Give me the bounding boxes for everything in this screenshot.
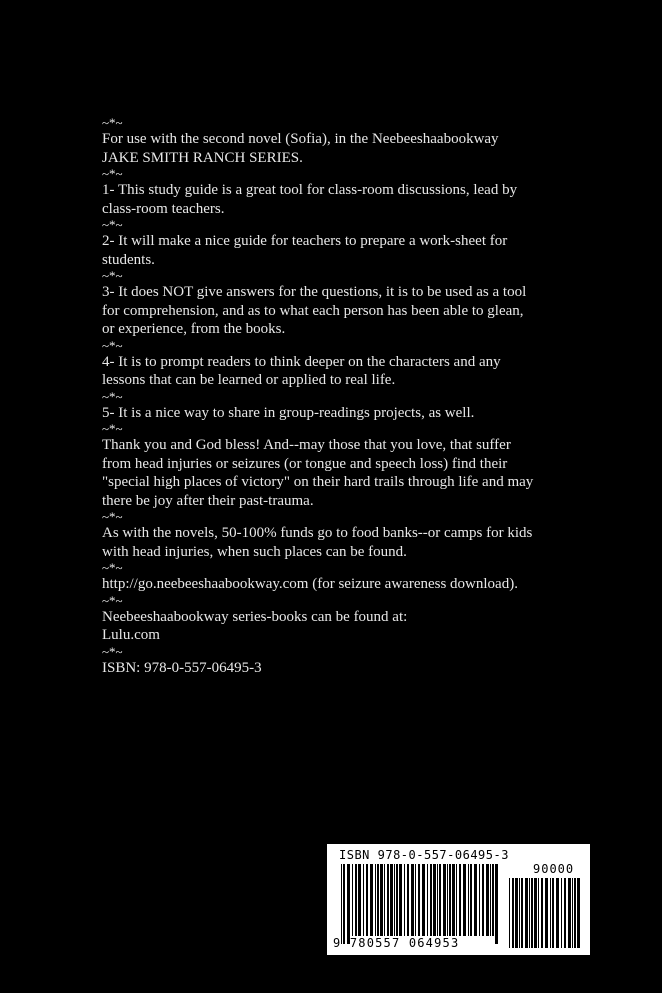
barcode-bar <box>390 864 393 936</box>
barcode-bar <box>486 864 489 936</box>
barcode-bar <box>427 864 428 936</box>
blessing-line: there be joy after their past-trauma. <box>102 492 314 509</box>
barcode-bar <box>380 864 383 936</box>
barcode-bar <box>572 878 573 948</box>
where-paragraph <box>102 608 562 645</box>
barcode-bar <box>512 878 514 948</box>
barcode-bar <box>474 864 477 936</box>
separator: ~*~ <box>102 166 123 181</box>
barcode-bar <box>492 864 494 936</box>
barcode-bar <box>552 878 554 948</box>
barcode-bar <box>456 864 457 936</box>
intro-line: JAKE SMITH RANCH SERIES. <box>102 149 303 166</box>
barcode-bar <box>347 864 350 944</box>
barcode-bar <box>341 864 342 944</box>
barcode-bar <box>343 864 345 944</box>
barcode-bar <box>377 864 379 936</box>
isbn-paragraph <box>102 659 562 678</box>
blessing-line: from head injuries or seizures (or tongue and speech loss) find their <box>102 455 508 472</box>
barcode-bar <box>430 864 432 936</box>
point-line: class-room teachers. <box>102 200 225 217</box>
barcode-bar <box>538 878 539 948</box>
separator: ~*~ <box>102 560 123 575</box>
barcode-ean-digits: 9 780557 064953 <box>333 936 460 950</box>
barcode-bar <box>495 864 498 944</box>
point-line: 4- It is to prompt readers to think deeper on the characters and any <box>102 353 501 370</box>
barcode-bar <box>375 864 376 936</box>
barcode-bar <box>515 878 518 948</box>
where-line: Neebeeshaabookway series-books can be found at: <box>102 608 408 625</box>
barcode-bar <box>521 878 523 948</box>
barcode-bar <box>437 864 438 936</box>
separator: ~*~ <box>102 388 123 404</box>
barcode-bar <box>561 878 562 948</box>
point-3 <box>102 283 562 339</box>
barcode-bar <box>482 864 484 936</box>
barcode-bar <box>394 864 395 936</box>
barcode-bar <box>525 878 528 948</box>
barcode-bar <box>422 864 425 936</box>
barcode-bar <box>550 878 551 948</box>
separator: ~*~ <box>102 421 123 436</box>
point-4 <box>102 353 562 390</box>
barcode-bar <box>470 864 472 936</box>
barcode-bar <box>534 878 537 948</box>
separator: ~*~ <box>102 115 123 130</box>
barcode-bar <box>452 864 455 936</box>
barcode-bar <box>545 878 548 948</box>
barcode-bar <box>577 878 580 948</box>
barcode-bar <box>407 864 409 936</box>
barcode-bar <box>411 864 414 936</box>
barcode-bar <box>415 864 416 936</box>
separator: ~*~ <box>102 592 123 608</box>
point-line: 2- It will make a nice guide for teachers to prepare a work-sheet for <box>102 233 508 249</box>
blessing-line: "special high places of victory" on their hard trails through life and may <box>102 474 534 490</box>
barcode-bar <box>449 864 451 936</box>
point-line: 1- This study guide is a great tool for class-room discussions, lead by <box>102 182 518 198</box>
barcode-bar <box>564 878 566 948</box>
barcode-bar <box>396 864 398 936</box>
website-link[interactable]: http://go.neebeeshaabookway.com (for seizure awareness download). <box>102 576 518 592</box>
barcode-isbn-line: ISBN 978-0-557-06495-3 <box>339 848 509 862</box>
barcode-bar <box>387 864 389 936</box>
barcode-bar <box>509 878 510 948</box>
point-line: 3- It does NOT give answers for the questions, it is to be used as a tool <box>102 284 527 300</box>
barcode-bar <box>447 864 448 936</box>
point-line: students. <box>102 251 155 268</box>
barcode-bar <box>556 878 559 948</box>
barcode-label <box>327 844 590 955</box>
point-line: 5- It is a nice way to share in group-readings projects, as well. <box>102 404 475 421</box>
barcode-bar <box>366 864 368 936</box>
funds-line: As with the novels, 50-100% funds go to food banks--or camps for kids <box>102 525 533 541</box>
barcode-bar <box>479 864 480 936</box>
blessing-line: Thank you and God bless! And--may those that you love, that suffer <box>102 437 511 453</box>
barcode-bar <box>355 864 357 936</box>
barcode-bar <box>404 864 405 936</box>
point-1 <box>102 181 562 218</box>
separator: ~*~ <box>102 643 123 659</box>
back-cover-text <box>102 116 562 677</box>
intro-line: For use with the second novel (Sofia), in the Neebeeshaabookway <box>102 131 499 147</box>
point-5 <box>102 404 562 423</box>
barcode-price-code: 90000 <box>533 862 575 876</box>
point-2 <box>102 232 562 269</box>
barcode-bar <box>519 878 520 948</box>
barcode-bar <box>468 864 469 936</box>
barcode-bar <box>352 864 353 936</box>
website-paragraph <box>102 575 562 594</box>
separator: ~*~ <box>102 509 123 524</box>
barcode-bar <box>574 878 576 948</box>
point-line: for comprehension, and as to what each person has been able to glean, <box>102 302 524 319</box>
funds-paragraph <box>102 524 562 561</box>
barcode-bar <box>459 864 461 936</box>
barcode-bar <box>418 864 420 936</box>
point-line: lessons that can be learned or applied to real life. <box>102 372 396 388</box>
barcode-bar <box>439 864 441 936</box>
isbn-text: ISBN: 978-0-557-06495-3 <box>102 659 262 676</box>
barcode-bar <box>399 864 402 936</box>
ean13-barcode <box>341 864 498 944</box>
blessing-paragraph <box>102 436 562 510</box>
barcode-bar <box>384 864 385 936</box>
separator: ~*~ <box>102 268 123 283</box>
funds-line: with head injuries, when such places can be found. <box>102 543 407 560</box>
barcode-bar <box>531 878 533 948</box>
barcode-bar <box>433 864 436 936</box>
barcode-bar <box>541 878 543 948</box>
barcode-bar <box>443 864 446 936</box>
lulu-link[interactable]: Lulu.com <box>102 627 160 643</box>
separator: ~*~ <box>102 217 123 232</box>
price-addon-barcode <box>509 878 580 948</box>
point-line: or experience, from the books. <box>102 321 286 337</box>
barcode-bar <box>370 864 373 936</box>
barcode-bar <box>490 864 491 936</box>
barcode-bar <box>358 864 361 936</box>
barcode-bar <box>529 878 530 948</box>
barcode-bar <box>568 878 571 948</box>
separator: ~*~ <box>102 337 123 353</box>
barcode-bar <box>363 864 364 936</box>
barcode-bar <box>463 864 466 936</box>
intro-paragraph <box>102 130 562 167</box>
